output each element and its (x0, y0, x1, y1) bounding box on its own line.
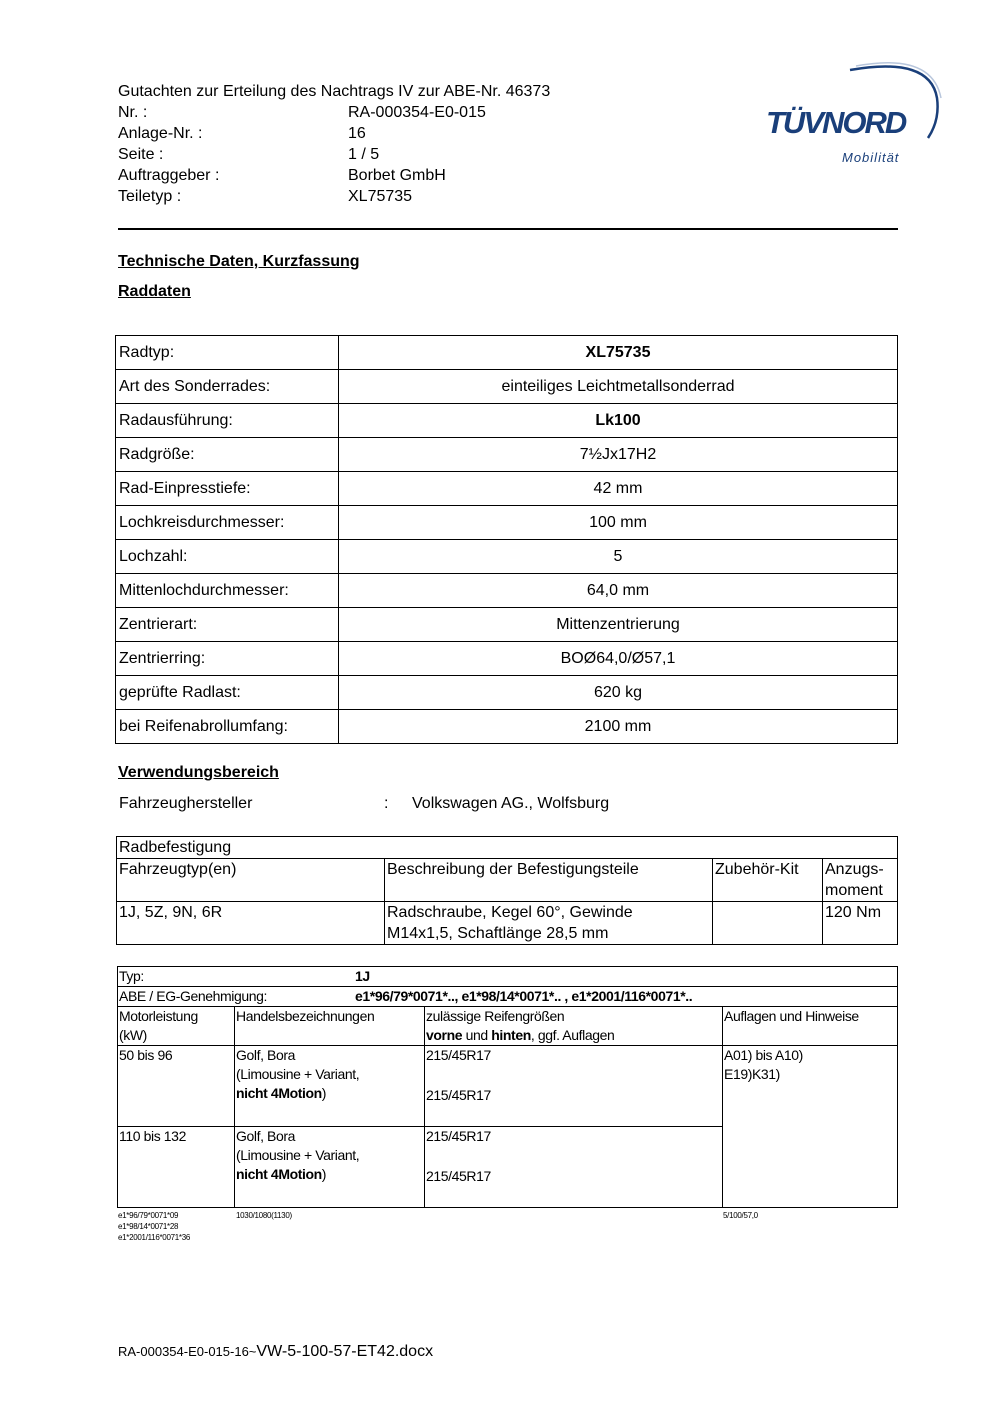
footnote-abe2: e1*98/14*0071*28 (118, 1222, 179, 1231)
raddaten-value: einteiliges Leichtmetallsonderrad (339, 370, 898, 404)
header-divider (118, 228, 898, 230)
raddaten-row (116, 472, 898, 506)
row2-name-l1: Golf, Bora (236, 1128, 296, 1144)
row2-name (235, 1127, 425, 1208)
raddaten-value: 7½Jx17H2 (339, 438, 898, 472)
row2-tires (425, 1127, 723, 1208)
document-title: Gutachten zur Erteilung des Nachtrags IV zur ABE-Nr. 46373 (118, 83, 551, 100)
raddaten-row (116, 370, 898, 404)
typ-label: Typ: (119, 968, 144, 984)
logo-brand: TÜVNORD (766, 105, 906, 140)
header-motorleistung (118, 1007, 235, 1046)
footnote-mass: 1030/1080(1130) (236, 1211, 292, 1220)
row1-name-bold: nicht 4Motion (236, 1085, 322, 1101)
raddaten-row (116, 404, 898, 438)
row1-motor: 50 bis 96 (118, 1046, 235, 1127)
anlage-value: 16 (348, 125, 366, 142)
reifen-und: und (462, 1027, 492, 1043)
motor-header-l1: Motorleistung (119, 1008, 198, 1024)
raddaten-row (116, 710, 898, 744)
raddaten-label: Zentrierart: (116, 608, 339, 642)
raddaten-row (116, 574, 898, 608)
befestigung-row (117, 902, 898, 945)
seite-label: Seite : (118, 146, 164, 163)
raddaten-row (116, 336, 898, 370)
row2-tire2: 215/45R17 (426, 1168, 491, 1184)
hersteller-separator: : (384, 795, 389, 812)
header-beschreibung: Beschreibung der Befestigungsteile (385, 859, 713, 902)
footer-large: VW-5-100-57-ET42.docx (256, 1343, 434, 1360)
auflagen-cell (723, 1046, 898, 1208)
raddaten-value: 2100 mm (339, 710, 898, 744)
desc-line1: Radschraube, Kegel 60°, Gewinde (387, 904, 633, 921)
typ-row (118, 967, 898, 987)
raddaten-label: Mittenlochdurchmesser: (116, 574, 339, 608)
raddaten-value: 5 (339, 540, 898, 574)
footnote-abe3: e1*2001/116*0071*36 (118, 1233, 191, 1242)
footnote-lk: 5/100/57,0 (723, 1211, 758, 1220)
header-anzugsmoment: Anzugs-moment (823, 859, 898, 902)
row2-tire1: 215/45R17 (426, 1128, 491, 1144)
section-raddaten: Raddaten (118, 283, 191, 300)
anlage-label: Anlage-Nr. : (118, 125, 203, 142)
raddaten-label: geprüfte Radlast: (116, 676, 339, 710)
raddaten-row (116, 642, 898, 676)
raddaten-label: Art des Sonderrades: (116, 370, 339, 404)
footer-filename (118, 1343, 433, 1361)
raddaten-value: 64,0 mm (339, 574, 898, 608)
row2-name-l2: (Limousine + Variant, (236, 1147, 360, 1163)
reifen-vorne: vorne (426, 1027, 463, 1043)
row1-name-l2: (Limousine + Variant, (236, 1066, 360, 1082)
abe-label: ABE / EG-Genehmigung: (119, 988, 268, 1004)
raddaten-value: Mittenzentrierung (339, 608, 898, 642)
vehicle-row (118, 1046, 898, 1127)
raddaten-label: Lochzahl: (116, 540, 339, 574)
typ-header-row (118, 1007, 898, 1046)
befestigung-moment: 120 Nm (823, 902, 898, 945)
row1-tire1: 215/45R17 (426, 1047, 491, 1063)
raddaten-value: 100 mm (339, 506, 898, 540)
row1-tire2: 215/45R17 (426, 1087, 491, 1103)
row2-name-suffix: ) (321, 1166, 327, 1182)
footer-small: RA-000354-E0-015-16~ (118, 1344, 257, 1359)
raddaten-row (116, 676, 898, 710)
header-reifengroessen (425, 1007, 723, 1046)
befestigung-desc (385, 902, 713, 945)
row1-name-l1: Golf, Bora (236, 1047, 296, 1063)
reifen-header-l2 (426, 1026, 721, 1045)
row1-name-l3 (236, 1084, 423, 1103)
desc-line2: M14x1,5, Schaftlänge 28,5 mm (387, 925, 609, 942)
befestigung-header-row (117, 859, 898, 902)
row1-name-suffix: ) (321, 1085, 327, 1101)
typ-table (117, 966, 898, 1208)
logo-sub: Mobilität (842, 150, 900, 165)
hersteller-label: Fahrzeughersteller (119, 795, 253, 812)
seite-value: 1 / 5 (348, 146, 380, 163)
raddaten-table (115, 335, 898, 744)
raddaten-row (116, 540, 898, 574)
radbefestigung-table (116, 836, 898, 945)
auflagen-l2: E19)K31) (724, 1066, 780, 1082)
abe-row (118, 987, 898, 1007)
raddaten-label: Zentrierring: (116, 642, 339, 676)
reifen-header-l1: zulässige Reifengrößen (426, 1008, 565, 1024)
reifen-hinten: hinten (491, 1027, 531, 1043)
hersteller-value: Volkswagen AG., Wolfsburg (412, 795, 610, 812)
befestigung-kit (713, 902, 823, 945)
row2-name-l3 (236, 1165, 423, 1184)
teiletyp-label: Teiletyp : (118, 188, 182, 205)
raddaten-row (116, 438, 898, 472)
raddaten-label: bei Reifenabrollumfang: (116, 710, 339, 744)
raddaten-value: BOØ64,0/Ø57,1 (339, 642, 898, 676)
nr-label: Nr. : (118, 104, 148, 121)
auflagen-l1: A01) bis A10) (724, 1047, 803, 1063)
header-zubehoer-kit: Zubehör-Kit (713, 859, 823, 902)
section-verwendungsbereich: Verwendungsbereich (118, 764, 279, 781)
befestigung-title-row (117, 837, 898, 859)
raddaten-label: Radausführung: (116, 404, 339, 438)
row1-name (235, 1046, 425, 1127)
raddaten-label: Radgröße: (116, 438, 339, 472)
raddaten-row (116, 608, 898, 642)
raddaten-label: Radtyp: (116, 336, 339, 370)
teiletyp-value: XL75735 (348, 188, 413, 205)
tuv-nord-logo (760, 58, 950, 170)
reifen-rest: , ggf. Auflagen (530, 1027, 615, 1043)
footnote-abe1: e1*96/79*0071*09 (118, 1211, 179, 1220)
row2-name-bold: nicht 4Motion (236, 1166, 322, 1182)
raddaten-row (116, 506, 898, 540)
header-auflagen: Auflagen und Hinweise (723, 1007, 898, 1046)
row1-tires (425, 1046, 723, 1127)
auftraggeber-label: Auftraggeber : (118, 167, 220, 184)
raddaten-value: 620 kg (339, 676, 898, 710)
section-technische-daten: Technische Daten, Kurzfassung (118, 253, 360, 270)
befestigung-types: 1J, 5Z, 9N, 6R (117, 902, 385, 945)
raddaten-value: XL75735 (339, 336, 898, 370)
header-handelsbezeichnungen: Handelsbezeichnungen (235, 1007, 425, 1046)
raddaten-label: Rad-Einpresstiefe: (116, 472, 339, 506)
befestigung-title: Radbefestigung (117, 837, 898, 859)
raddaten-value: 42 mm (339, 472, 898, 506)
typ-value: 1J (355, 968, 370, 984)
row2-motor: 110 bis 132 (118, 1127, 235, 1208)
motor-header-l2: (kW) (119, 1027, 147, 1043)
nr-value: RA-000354-E0-015 (348, 104, 486, 121)
auftraggeber-value: Borbet GmbH (348, 167, 446, 184)
abe-value: e1*96/79*0071*.., e1*98/14*0071*.. , e1*2001/116*0071*.. (355, 988, 693, 1004)
raddaten-label: Lochkreisdurchmesser: (116, 506, 339, 540)
abe-cell (118, 987, 898, 1007)
typ-cell (118, 967, 898, 987)
raddaten-value: Lk100 (339, 404, 898, 438)
header-fahrzeugtyp: Fahrzeugtyp(en) (117, 859, 385, 902)
